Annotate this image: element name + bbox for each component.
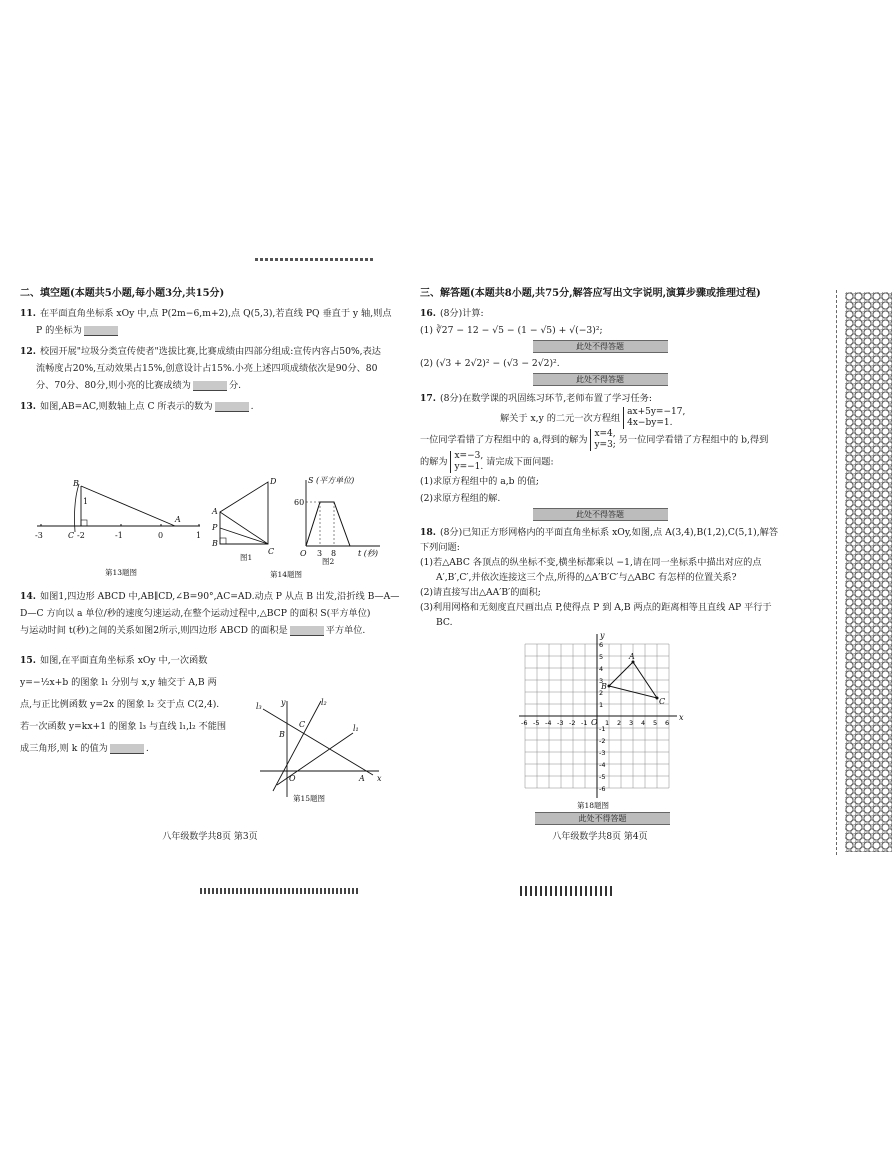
tick-3: 3	[317, 549, 323, 558]
q17-part2: (2)求原方程组的解.	[420, 493, 501, 504]
label-A15: A	[359, 774, 365, 783]
caption-13: 第13题图	[105, 568, 138, 577]
caption-18: 第18题图	[577, 801, 610, 810]
line-l1	[263, 709, 373, 775]
no-answer-stamp-3: 此处不得答题	[533, 508, 668, 521]
x-tick-label: -6	[521, 719, 528, 727]
q14-answer-blank[interactable]	[290, 626, 324, 636]
q17-line3-end: 另一位同学看错了方程组中的 b,得到	[618, 434, 769, 446]
binding-pattern	[845, 292, 892, 852]
fig1-label: 图1	[240, 553, 253, 562]
label-l1: l₁	[353, 724, 359, 733]
question-16	[420, 305, 780, 386]
q18-part3b: BC.	[436, 617, 453, 628]
section-title-fill-blank: 二、填空题(本题共5小题,每小题3分,共15分)	[20, 288, 225, 299]
q13-end: .	[250, 401, 254, 412]
axis-y18: y	[600, 632, 605, 640]
y-tick-labels	[599, 641, 605, 793]
q17-line3: 一位同学看错了方程组中的 a,得到的解为	[420, 434, 588, 446]
no-answer-stamp-2: 此处不得答题	[533, 373, 668, 386]
caption-14: 第14题图	[270, 570, 303, 579]
y-tick-label: 4	[599, 665, 604, 673]
figure-13	[35, 472, 205, 582]
quadrilateral-ABCD	[220, 482, 268, 544]
q15-line5-end: .	[145, 743, 149, 754]
q14-line3: 与运动时间 t(秒)之间的关系如图2所示,则四边形 ABCD 的面积是	[20, 625, 288, 636]
q18-line1: (8分)已知正方形网格内的平面直角坐标系 xOy,如图,点 A(3,4),B(1,2),C(5,1),解答	[439, 527, 779, 538]
axis-t: t (秒)	[358, 549, 378, 558]
y-tick-label: 3	[599, 677, 604, 685]
section-title-solve: 三、解答题(本题共8小题,共75分,解答应写出文字说明,演算步骤或推理过程)	[420, 288, 761, 299]
label-C14: C	[268, 547, 275, 556]
x-tick-label: 5	[653, 719, 658, 727]
label-D: D	[270, 477, 277, 486]
x-tick-label: -3	[557, 719, 564, 727]
arc	[75, 484, 80, 532]
point-B18: B	[601, 682, 607, 691]
q14-line1: 如图1,四边形 ABCD 中,AB∥CD,∠B=90°,AC=AD.动点 P 从点 B 出发,沿折线 B—A—	[39, 591, 400, 602]
q15-line5: 成三角形,则 k 的值为	[20, 743, 108, 754]
q16-part1: (1) ∛27 − 12 − √5 − (1 − √5) + √(−3)²;	[420, 325, 603, 336]
q17-line2: 解关于 x,y 的二元一次方程组	[500, 412, 621, 424]
q18-line2: 下列问题:	[420, 542, 460, 553]
solution-2-y: y=−1.	[454, 462, 484, 472]
y-tick-label: -3	[599, 749, 606, 757]
tick-neg3: -3	[35, 531, 43, 540]
q17-line1: (8分)在数学课的巩固练习环节,老师布置了学习任务:	[439, 393, 652, 404]
x-tick-label: 3	[629, 719, 634, 727]
y-tick-label: 2	[599, 689, 604, 697]
no-answer-stamp-1: 此处不得答题	[533, 340, 668, 353]
x-tick-label: -4	[545, 719, 552, 727]
label-C15: C	[299, 720, 306, 729]
q18-number: 18.	[420, 527, 436, 538]
label-B15: B	[279, 730, 285, 739]
fig2-label: 图2	[322, 557, 335, 566]
q15-line4: 若一次函数 y=kx+1 的图象 l₃ 与直线 l₁,l₂ 不能围	[20, 721, 227, 732]
no-answer-stamp-4: 此处不得答题	[535, 812, 670, 825]
q11-line2: P 的坐标为	[36, 325, 82, 336]
tick-0: 0	[158, 531, 164, 540]
equation-1: ax+5y=−17,	[627, 407, 686, 417]
origin-O: O	[300, 549, 307, 558]
x-tick-label: 2	[617, 719, 622, 727]
q17-line4-end: 请完成下面问题:	[486, 456, 554, 468]
solution-1-y: y=3;	[594, 440, 616, 450]
x-tick-label: -5	[533, 719, 540, 727]
solution-2	[450, 451, 483, 473]
tick-1: 1	[196, 531, 202, 540]
y-tick-label: 1	[599, 701, 604, 709]
page-right	[420, 282, 780, 842]
point-C18: C	[659, 697, 666, 706]
figure-14	[210, 474, 385, 582]
axis-y15: y	[281, 698, 286, 707]
q11-answer-blank[interactable]	[84, 326, 118, 336]
scan-noise-bottom-right	[520, 886, 615, 896]
figure-15	[255, 697, 385, 803]
binding-margin-line	[836, 290, 839, 855]
y-tick-label: -1	[599, 725, 606, 733]
solution-2-x: x=−3,	[454, 451, 484, 461]
solution-1	[590, 429, 615, 451]
q14-number: 14.	[20, 591, 36, 602]
q13-answer-blank[interactable]	[215, 402, 249, 412]
q15-line1: 如图,在平面直角坐标系 xOy 中,一次函数	[39, 655, 208, 666]
label-P: P	[212, 523, 218, 532]
caption-15: 第15题图	[293, 794, 326, 803]
q15-answer-blank[interactable]	[110, 744, 144, 754]
x-tick-label: -1	[581, 719, 588, 727]
q15-line3: 点,与正比例函数 y=2x 的图象 l₂ 交于点 C(2,4).	[20, 699, 220, 710]
axis-x15: x	[377, 774, 382, 783]
q17-part1: (1)求原方程组中的 a,b 的值;	[420, 476, 539, 487]
question-15	[20, 650, 260, 760]
label-C: C	[68, 531, 75, 540]
q11-number: 11.	[20, 308, 36, 319]
y-tick-label: -5	[599, 773, 606, 781]
q13-text: 如图,AB=AC,则数轴上点 C 所表示的数为	[39, 401, 213, 412]
q15-number: 15.	[20, 655, 36, 666]
tick-neg1: -1	[115, 531, 123, 540]
q15-line2: y=−½x+b 的图象 l₁ 分别与 x,y 轴交于 A,B 两	[20, 677, 217, 688]
x-tick-label: 4	[641, 719, 646, 727]
q18-part1: (1)若△ABC 各顶点的纵坐标不变,横坐标都乘以 −1,请在同一坐标系中描出对应的点	[420, 557, 762, 568]
q14-line2: D—C 方向以 a 单位/秒的速度匀速运动,在整个运动过程中,△BCP 的面积 S(平方单位)	[20, 608, 371, 619]
line-l2	[273, 701, 321, 791]
label-B: B	[73, 479, 79, 488]
equation-system	[623, 407, 685, 429]
q16-part2: (2) (√3 + 2√2)² − (√3 − 2√2)².	[420, 358, 560, 369]
question-11	[20, 305, 400, 339]
q12-line3: 分、70分、80分,则小亮的比赛成绩为	[36, 380, 191, 391]
q17-line4: 的解为	[420, 456, 448, 468]
q18-part3: (3)利用网格和无刻度直尺画出点 P,使得点 P 到 A,B 两点的距离相等且直线 AP 平行于	[420, 602, 772, 613]
solution-1-x: x=4,	[594, 429, 616, 439]
q17-number: 17.	[420, 393, 436, 404]
q12-answer-blank[interactable]	[193, 381, 227, 391]
y-tick-label: 6	[599, 641, 604, 649]
question-13	[20, 398, 400, 415]
scan-noise-bottom-left	[200, 888, 360, 894]
tick-8: 8	[331, 549, 337, 558]
figure-18-grid	[515, 632, 685, 810]
label-A: A	[175, 515, 181, 524]
page-left	[20, 282, 400, 842]
question-17	[420, 390, 780, 521]
q18-part1b: A′,B′,C′,并依次连接这三个点,所得的△A′B′C′与△ABC 有怎样的位置关系?	[436, 572, 737, 583]
origin-O15: O	[289, 774, 296, 783]
q12-line3-end: 分.	[228, 380, 242, 391]
q12-line1: 校园开展"垃圾分类宣传使者"选拔比赛,比赛成绩由四部分组成:宣传内容占50%,表达	[39, 346, 381, 357]
equation-2: 4x−by=1.	[627, 418, 673, 428]
y-tick-label: -2	[599, 737, 606, 745]
q16-number: 16.	[420, 308, 436, 319]
x-tick-label: 1	[605, 719, 610, 727]
q18-part2: (2)请直接写出△AA′B′的面积;	[420, 587, 541, 598]
x-tick-label: 6	[665, 719, 670, 727]
q16-intro: (8分)计算:	[439, 308, 484, 319]
footer-page4: 八年级数学共8页 第4页	[552, 832, 648, 842]
value-60: 60	[294, 498, 305, 507]
y-tick-label: 5	[599, 653, 604, 661]
axis-S: S (平方单位)	[308, 476, 355, 485]
y-tick-label: -6	[599, 785, 606, 793]
label-one: 1	[83, 497, 89, 506]
q14-line3-end: 平方单位.	[325, 625, 366, 636]
tick-neg2: -2	[77, 531, 85, 540]
label-l3: l₃	[256, 702, 262, 711]
footer-page3: 八年级数学共8页 第3页	[162, 832, 258, 842]
label-l2: l₂	[321, 698, 327, 707]
q12-line2: 流畅度占20%,互动效果占15%,创意设计占15%.小亮上述四项成绩依次是90分、80	[36, 363, 378, 374]
point-A18: A	[629, 652, 635, 661]
q12-number: 12.	[20, 346, 36, 357]
q13-number: 13.	[20, 401, 36, 412]
origin-O18: O	[591, 718, 598, 727]
question-14	[20, 588, 400, 639]
scan-noise-top	[255, 258, 375, 261]
x-tick-label: -2	[569, 719, 576, 727]
label-B14: B	[212, 539, 218, 548]
label-A14: A	[212, 507, 218, 516]
q11-line1: 在平面直角坐标系 xOy 中,点 P(2m−6,m+2),点 Q(5,3),若直线 PQ 垂直于 y 轴,则点	[39, 308, 392, 319]
question-18	[420, 525, 780, 630]
question-12	[20, 343, 400, 394]
segment-AB	[81, 486, 175, 526]
y-tick-label: -4	[599, 761, 606, 769]
axis-x18: x	[679, 713, 684, 722]
